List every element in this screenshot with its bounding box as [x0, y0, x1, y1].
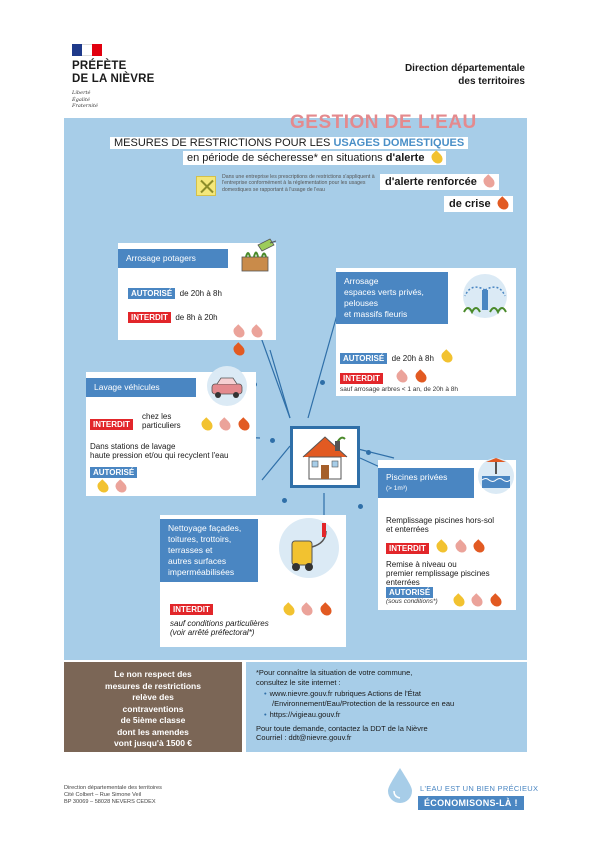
alerte-drop-icon	[95, 479, 111, 495]
lavage-stations-text: Dans stations de lavage haute pression et/ou qui recyclent l'eau	[90, 442, 229, 460]
poster-subtitle: MESURES DE RESTRICTIONS POUR LES USAGES DOMESTIQUES	[110, 137, 468, 149]
lavage-forbidden-text: chez les particuliers	[142, 412, 181, 430]
republic-flag-logo	[72, 44, 102, 56]
vigieau-link[interactable]: • https://vigieau.gouv.fr	[264, 710, 341, 719]
slogan-precious: L'EAU EST UN BIEN PRÉCIEUX	[420, 784, 539, 793]
crise-drop-icon	[495, 196, 511, 212]
card-arrosage-espaces-verts	[336, 268, 516, 396]
card-title: Piscines privées (> 1m³)	[378, 468, 474, 498]
crise-drop-icon	[318, 602, 334, 618]
prefecture-website-link[interactable]: • www.nievre.gouv.fr rubriques Actions de l'État /Environnement/Eau/Protection de la ressource en eau	[264, 689, 455, 708]
card-title: Lavage véhicules	[86, 378, 196, 397]
enterprise-note: Dans une entreprise les prescriptions de restrictions s'appliquent à l'entreprise conformément à la réglementation pour les usages domestiques se rapportant à l'usage de l'eau	[222, 174, 375, 193]
crise-drop-icon	[471, 539, 487, 555]
renforcee-drop-icon	[470, 593, 486, 609]
card-title: Arrosage espaces verts privés, pelouses et massifs fleuris	[336, 272, 448, 324]
renforcee-drop-icon	[250, 324, 266, 340]
crise-drop-icon	[488, 593, 504, 609]
info-panel: *Pour connaître la situation de votre commune, consultez le site internet : • www.nievre.gouv.fr rubriques Actions de l'État /Environnement/Eau/Protection de la ressource en eau • https://vigieau.gouv.fr Pour toute demande, contactez la DDT de la Nièvre Courriel : ddt@nievre.gouv.fr	[246, 662, 527, 752]
potagers-allowed-row: AUTORISÉ de 20h à 8h	[128, 283, 222, 301]
pool-icon	[474, 456, 518, 496]
contact-email-link[interactable]: Courriel : ddt@nievre.gouv.fr	[256, 733, 352, 742]
renforcee-drop-icon	[453, 539, 469, 555]
card-title: Arrosage potagers	[118, 249, 228, 268]
fine-notice: Le non respect des mesures de restrictions relève des contraventions de 5ième classe dont les amendes vont jusqu'à 1500 €	[64, 662, 242, 752]
alerte-drop-icon	[281, 602, 297, 618]
espaces-forbidden-row: INTERDIT	[340, 368, 426, 386]
direction-name: Direction départementale des territoires	[404, 63, 525, 87]
alerte-drop-icon	[199, 417, 215, 433]
republic-motto: Liberté Égalité Fraternité	[72, 90, 98, 109]
lavage-allowed-levels	[94, 478, 126, 496]
connector-node	[282, 498, 287, 503]
renforcee-drop-icon	[481, 174, 497, 190]
connector-node	[366, 450, 371, 455]
espaces-allowed-row: AUTORISÉ de 20h à 8h	[340, 348, 452, 366]
nettoyage-note: sauf conditions particulières (voir arrêté préfectoral*)	[170, 619, 269, 637]
level-crise: de crise	[444, 196, 513, 212]
crise-drop-icon	[231, 342, 247, 358]
renforcee-drop-icon	[395, 369, 411, 385]
piscines-allowed-row: AUTORISÉ	[386, 582, 433, 600]
prefecture-title: PRÉFÈTE DE LA NIÈVRE	[72, 60, 155, 85]
house-icon	[293, 429, 357, 485]
renforcee-drop-icon	[300, 602, 316, 618]
crise-drop-icon	[413, 369, 429, 385]
vegetable-garden-icon	[236, 235, 278, 275]
card-piscines	[378, 460, 516, 610]
renforcee-drop-icon	[231, 324, 247, 340]
alerte-drop-icon	[435, 539, 451, 555]
car-wash-icon	[204, 364, 250, 408]
lavage-forbidden-row: INTERDIT	[90, 414, 133, 432]
potagers-forbidden-row: INTERDIT de 8h à 20h	[128, 307, 218, 325]
slogan-save: ÉCONOMISONS-LÀ !	[418, 796, 524, 810]
potagers-forbidden-levels	[230, 323, 276, 359]
espaces-exception: sauf arrosage arbres < 1 an, de 20h à 8h	[340, 386, 458, 393]
poster-subtitle-line2: en période de sécheresse* en situations d'alerte	[183, 151, 446, 165]
house-illustration	[290, 426, 360, 488]
piscines-level-text: Remise à niveau ou premier remplissage piscines enterrées	[386, 560, 490, 587]
sprinkler-icon	[458, 272, 512, 320]
level-renforcee: d'alerte renforcée	[380, 174, 499, 190]
piscines-allowed-levels	[450, 592, 501, 610]
connector-node	[270, 438, 275, 443]
pressure-washer-icon	[276, 515, 342, 581]
alerte-drop-icon	[451, 593, 467, 609]
card-arrosage-potagers	[118, 243, 276, 340]
water-drop-icon	[386, 767, 414, 803]
nettoyage-forbidden-row: INTERDIT	[170, 599, 213, 617]
poster-title: GESTION DE L'EAU	[290, 112, 477, 133]
lavage-forbidden-levels	[198, 416, 249, 434]
nettoyage-forbidden-levels	[280, 601, 331, 619]
lavage-allowed-row: AUTORISÉ	[90, 462, 137, 480]
alerte-drop-icon	[429, 150, 445, 166]
card-lavage-vehicules	[86, 372, 256, 496]
alerte-drop-icon	[440, 349, 456, 365]
connector-node	[320, 380, 325, 385]
card-nettoyage	[160, 515, 346, 647]
piscines-conditions: (sous conditions*)	[386, 598, 438, 605]
crise-drop-icon	[236, 417, 252, 433]
connector-node	[358, 504, 363, 509]
card-title: Nettoyage façades, toitures, trottoirs, terrasses et autres surfaces imperméabilisées	[160, 519, 258, 582]
enterprise-note-icon	[196, 176, 216, 196]
piscines-forbidden-row: INTERDIT	[386, 538, 484, 556]
renforcee-drop-icon	[218, 417, 234, 433]
piscines-fill-text: Remplissage piscines hors-sol et enterrées	[386, 516, 495, 534]
renforcee-drop-icon	[114, 479, 130, 495]
ddt-address: Direction départementale des territoires Cité Colbert – Rue Simone Veil BP 30069 – 58028 NEVERS CEDEX	[64, 785, 162, 805]
